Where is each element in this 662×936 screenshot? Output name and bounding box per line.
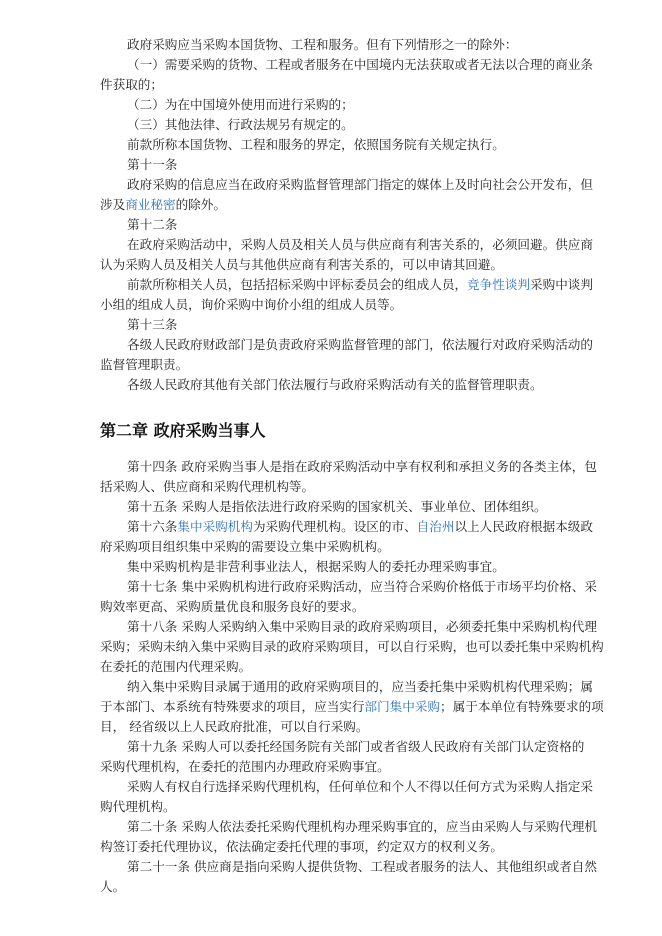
paragraph [100, 95, 560, 115]
paragraph [100, 817, 597, 857]
text-run: 第十二条 [127, 217, 178, 232]
text-line [100, 155, 560, 175]
text-line [100, 737, 585, 757]
text-run: 购代理机构。 [100, 799, 176, 814]
paragraph [100, 175, 593, 215]
text-run: 第二十一条 供应商是指向采购人提供货物、工程或者服务的法人、其他组织或者自然 [127, 859, 597, 874]
document-section-2 [100, 457, 604, 897]
text-run: 在委托的范围内代理采购。 [100, 659, 252, 674]
paragraph [100, 457, 597, 497]
text-run: ；属于本单位有特殊要求的项 [440, 699, 604, 714]
text-run: 政府采购的信息应当在政府采购监督管理部门指定的媒体上及时向社会公开发布，但 [127, 177, 593, 192]
text-run: 括采购人、供应商和采购代理机构等。 [100, 479, 315, 494]
text-line [100, 215, 560, 235]
text-line [100, 597, 560, 617]
paragraph [100, 517, 593, 557]
text-line [100, 135, 560, 155]
term-link[interactable]: 自治州 [416, 519, 455, 534]
text-run: 为采购代理机构。设区的市、 [252, 519, 417, 534]
paragraph [100, 557, 560, 577]
text-line [100, 355, 560, 375]
text-line [100, 657, 560, 677]
text-line [100, 797, 560, 817]
paragraph [100, 215, 560, 235]
text-line [100, 175, 593, 195]
chapter-heading: 第二章 政府采购当事人 [100, 421, 266, 440]
text-run: 采购；采购未纳入集中采购目录的政府采购项目，可以自行采购，也可以委托集中采购机构 [100, 639, 604, 654]
term-link[interactable]: 商业秘密 [125, 197, 176, 212]
text-line [100, 677, 593, 697]
text-line [100, 837, 560, 857]
text-line [100, 315, 560, 335]
text-run: 集中采购机构是非营利事业法人，根据采购人的委托办理采购事宜。 [127, 559, 505, 574]
text-line [100, 637, 604, 657]
text-run: 纳入集中采购目录属于通用的政府采购项目的，应当委托集中采购机构代理采购；属 [127, 679, 593, 694]
text-line [100, 235, 593, 255]
text-line [100, 717, 560, 737]
text-line [100, 335, 593, 355]
document-section-1 [100, 35, 593, 395]
paragraph [100, 677, 604, 737]
text-run: 采购代理机构，在委托的范围内办理政府采购事宜。 [100, 759, 390, 774]
text-run: 在政府采购活动中，采购人员及相关人员与供应商有利害关系的，必须回避。供应商 [127, 237, 593, 252]
text-run: （三）其他法律、行政法规另有规定的。 [127, 117, 354, 132]
text-line [100, 557, 560, 577]
text-run: 府采购项目组织集中采购的需要设立集中采购机构。 [100, 539, 390, 554]
paragraph [100, 275, 593, 315]
text-line [100, 375, 560, 395]
paragraph [100, 155, 560, 175]
text-run: 以上人民政府根据本级政 [454, 519, 593, 534]
text-run: 第十六条 [127, 519, 178, 534]
paragraph [100, 335, 593, 375]
text-run: 第十八条 采购人采购纳入集中采购目录的政府采购项目，必须委托集中采购机构代理 [127, 619, 597, 634]
text-run: （二）为在中国境外使用而进行采购的； [127, 97, 354, 112]
text-run: 第十四条 政府采购当事人是指在政府采购活动中享有权利和承担义务的各类主体，包 [127, 459, 597, 474]
paragraph [100, 35, 560, 55]
text-run: 认为采购人员及相关人员与其他供应商有利害关系的，可以申请其回避。 [100, 257, 503, 272]
text-run: 监督管理职责。 [100, 357, 189, 372]
paragraph [100, 375, 560, 395]
text-run: 政府采购应当采购本国货物、工程和服务。但有下列情形之一的除外： [127, 37, 518, 52]
text-run: （一）需要采购的货物、工程或者服务在中国境内无法获取或者无法以合理的商业条 [127, 57, 593, 72]
paragraph [100, 737, 585, 777]
text-run: 件获取的； [100, 77, 163, 92]
paragraph [100, 135, 560, 155]
text-line [100, 497, 560, 517]
text-run: 采购中谈判 [530, 277, 593, 292]
text-line [100, 577, 597, 597]
term-link[interactable]: 竞争性谈判 [467, 277, 530, 292]
text-run: 第十七条 集中采购机构进行政府采购活动，应当符合采购价格低于市场平均价格、采 [127, 579, 597, 594]
text-run: 前款所称本国货物、工程和服务的界定，依照国务院有关规定执行。 [127, 137, 505, 152]
text-run: 前款所称相关人员，包括招标采购中评标委员会的组成人员， [127, 277, 468, 292]
text-run: 第十九条 采购人可以委托经国务院有关部门或者省级人民政府有关部门认定资格的 [127, 739, 585, 754]
paragraph [100, 55, 593, 95]
text-run: 人。 [100, 879, 126, 894]
text-run: 第十一条 [127, 157, 178, 172]
text-line [100, 457, 597, 477]
text-line [100, 857, 597, 877]
text-line [100, 275, 593, 295]
paragraph [100, 315, 560, 335]
term-link[interactable]: 集中采购机构 [177, 519, 253, 534]
text-line [100, 777, 593, 797]
paragraph [100, 115, 560, 135]
paragraph [100, 857, 597, 897]
text-run: 构签订委托代理协议，依法确定委托代理的事项，约定双方的权利义务。 [100, 839, 503, 854]
text-line [100, 537, 560, 557]
text-line [100, 115, 560, 135]
text-line [100, 697, 604, 717]
text-run: 第十五条 采购人是指依法进行政府采购的国家机关、事业单位、团体组织。 [127, 499, 547, 514]
text-line [100, 195, 560, 215]
paragraph [100, 235, 593, 275]
text-run: 目， 经省级以上人民政府批准，可以自行采购。 [100, 719, 369, 734]
text-line [100, 617, 597, 637]
text-line [100, 877, 560, 897]
text-run: 涉及 [100, 197, 126, 212]
text-line [100, 95, 560, 115]
text-line [100, 757, 560, 777]
text-run: 采购人有权自行选择采购代理机构，任何单位和个人不得以任何方式为采购人指定采 [127, 779, 593, 794]
paragraph [100, 617, 604, 677]
term-link[interactable]: 部门集中采购 [364, 699, 441, 714]
text-run: 于本部门、本系统有特殊要求的项目，应当实行 [100, 699, 365, 714]
text-run: 第十三条 [127, 317, 178, 332]
paragraph [100, 497, 560, 517]
text-run: 的除外。 [175, 197, 226, 212]
text-line [100, 477, 560, 497]
text-line [100, 295, 560, 315]
text-line [100, 55, 593, 75]
text-line [100, 517, 593, 537]
paragraph [100, 777, 593, 817]
text-run: 小组的组成人员，询价采购中询价小组的组成人员等。 [100, 297, 403, 312]
text-line [100, 255, 560, 275]
text-run: 各级人民政府财政部门是负责政府采购监督管理的部门，依法履行对政府采购活动的 [127, 337, 593, 352]
text-line [100, 75, 560, 95]
text-run: 各级人民政府其他有关部门依法履行与政府采购活动有关的监督管理职责。 [127, 377, 543, 392]
text-line [100, 35, 560, 55]
paragraph [100, 577, 597, 617]
text-run: 购效率更高、采购质量优良和服务良好的要求。 [100, 599, 365, 614]
text-line [100, 817, 597, 837]
text-run: 第二十条 采购人依法委托采购代理机构办理采购事宜的，应当由采购人与采购代理机 [127, 819, 597, 834]
